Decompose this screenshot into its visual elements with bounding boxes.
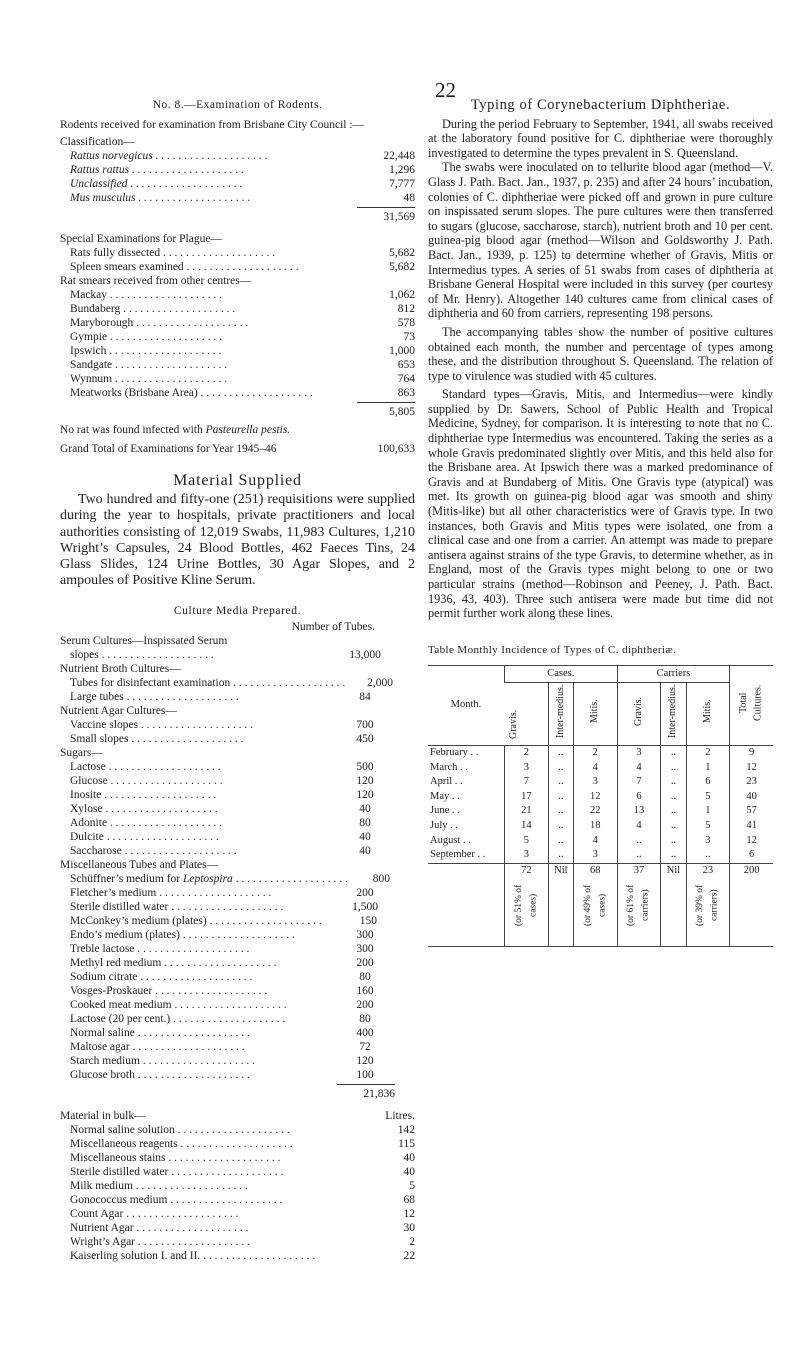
cases-inter-header: Inter-medius. <box>554 684 566 739</box>
item-label: Sterile distilled water . . . . . . . . . . . . . . . . . . . . <box>70 1165 284 1178</box>
tubes-header: Number of Tubes. <box>291 620 375 633</box>
item-value: 300 <box>356 928 374 941</box>
broth-list <box>60 676 415 704</box>
table-cell: March . . <box>430 761 468 773</box>
item-label: Lactose (20 per cent.) . . . . . . . . . . . . . . . . . . . . <box>70 1012 286 1025</box>
item-label: Cooked meat medium . . . . . . . . . . . . . . . . . . . . <box>70 998 287 1011</box>
carriers-header: Carriers <box>617 666 730 683</box>
item-value: 100 <box>356 1068 374 1081</box>
item-value: 450 <box>356 732 374 745</box>
item-value: 40 <box>359 802 371 815</box>
item-label: Treble lactose . . . . . . . . . . . . . . . . . . . . <box>70 942 250 955</box>
carriers-mitis-header: Mitis. <box>701 699 713 724</box>
table-cell: February . . <box>430 746 479 758</box>
item-value: 48 <box>403 192 415 204</box>
table-cell: 12 <box>730 834 773 849</box>
list-item <box>60 830 415 844</box>
smears-label: Rat smears received from other centres— <box>60 275 252 287</box>
item-label: Tubes for disinfectant examination . . . . . . . . . . . . . . . . . . . . <box>70 676 346 689</box>
list-item <box>60 718 415 732</box>
list-item <box>60 358 415 372</box>
list-item <box>60 1137 415 1151</box>
list-item <box>60 788 415 802</box>
percent-note: (or 61% of carriers) <box>626 884 652 926</box>
item-value: 120 <box>356 788 374 801</box>
table-cell: .. <box>661 804 686 819</box>
list-item <box>60 1068 415 1082</box>
table-cell: .. <box>661 775 686 790</box>
centres-total: 5,805 <box>357 402 415 419</box>
table-cell: 41 <box>730 819 773 834</box>
agar-list <box>60 718 415 746</box>
total-cell: 72 (or 51% of cases) <box>505 863 549 946</box>
total-cell: 37 (or 61% of carriers) <box>617 863 661 946</box>
table-cell: .. <box>548 804 573 819</box>
percent-note: (or 51% of cases) <box>513 884 539 926</box>
table-cell: .. <box>617 848 661 863</box>
item-value: 1,296 <box>389 164 415 176</box>
item-value: 653 <box>397 359 415 371</box>
list-item <box>60 344 415 358</box>
total-col-header: Total Cultures. <box>730 666 773 746</box>
list-item <box>60 1207 415 1221</box>
table-cell: .. <box>661 790 686 805</box>
table-row <box>428 745 773 760</box>
serum-label: Serum Cultures—Inspissated Serum <box>60 634 228 647</box>
table-row <box>428 790 773 805</box>
list-item <box>60 1123 415 1137</box>
incidence-table <box>428 665 773 946</box>
table-cell: 6 <box>686 775 730 790</box>
item-value: 150 <box>359 914 377 927</box>
list-item <box>60 690 415 704</box>
table-cell: 3 <box>617 745 661 760</box>
item-value: 40 <box>403 1151 415 1164</box>
table-cell: 7 <box>617 775 661 790</box>
item-value: 1,000 <box>389 345 415 357</box>
item-label: Milk medium . . . . . . . . . . . . . . . . . . . . <box>70 1179 248 1192</box>
cases-header: Cases. <box>505 666 618 683</box>
item-value: 863 <box>397 387 415 399</box>
list-item <box>60 942 415 956</box>
item-label: Small slopes . . . . . . . . . . . . . . . . . . . . <box>70 732 244 745</box>
item-label: Fletcher’s medium . . . . . . . . . . . . . . . . . . . . <box>70 886 272 899</box>
item-label: Gonococcus medium . . . . . . . . . . . . . . . . . . . . <box>70 1193 283 1206</box>
list-item <box>60 1165 415 1179</box>
month-header: Month. <box>428 666 505 746</box>
grand-total-label: Grand Total of Examinations for Year 1945–46 <box>60 443 277 455</box>
typing-p3: The accompanying tables show the number of positive cultures obtained each month, the number and percentage of types among these, and the distribution throughout S. Queensland. The relation of type to virulence was studied with 45 cultures. <box>428 324 773 383</box>
item-value: 1,062 <box>389 289 415 301</box>
list-item <box>60 1221 415 1235</box>
list-item <box>60 246 415 260</box>
item-value: 200 <box>356 886 374 899</box>
list-item <box>60 886 415 900</box>
item-value: 2,000 <box>367 676 394 689</box>
special-exam-list <box>60 246 415 274</box>
item-label: Bundaberg . . . . . . . . . . . . . . . . . . . . <box>70 303 236 315</box>
list-item <box>60 288 415 302</box>
table-cell: 13 <box>617 804 661 819</box>
item-label: Endo’s medium (plates) . . . . . . . . . . . . . . . . . . . . <box>70 928 295 941</box>
list-item <box>60 163 415 177</box>
list-item <box>60 914 415 928</box>
sugars-label: Sugars— <box>60 746 103 759</box>
table-cell: .. <box>548 819 573 834</box>
item-label: Wright’s Agar . . . . . . . . . . . . . . . . . . . . <box>70 1235 251 1248</box>
item-value: 80 <box>359 970 371 983</box>
list-item <box>60 316 415 330</box>
culture-media-title: Culture Media Prepared. <box>173 604 302 617</box>
grand-total-value: 100,633 <box>377 443 415 455</box>
page-number: 22 <box>435 78 456 102</box>
table-row <box>428 848 773 863</box>
table-cell: 22 <box>573 804 617 819</box>
table-row <box>428 834 773 849</box>
total-cell: 200 <box>730 863 773 946</box>
list-item <box>60 177 415 191</box>
item-value: 84 <box>359 690 371 703</box>
table-cell: 12 <box>730 761 773 776</box>
list-item <box>60 676 415 690</box>
table-caption: Table Monthly Incidence of Types of C. diphtheriæ. <box>428 643 677 656</box>
item-value: 764 <box>397 373 415 385</box>
item-label: Mackay . . . . . . . . . . . . . . . . . . . . <box>70 289 223 301</box>
left-column <box>60 98 415 1263</box>
list-item <box>60 191 415 205</box>
item-label: Normal saline solution . . . . . . . . . . . . . . . . . . . . <box>70 1123 290 1136</box>
table-cell: 23 <box>730 775 773 790</box>
table-cell: 1 <box>686 761 730 776</box>
item-label: Saccharose . . . . . . . . . . . . . . . . . . . . <box>70 844 237 857</box>
item-label: Rattus norvegicus . . . . . . . . . . . . . . . . . . . . <box>70 150 268 162</box>
table-row <box>428 804 773 819</box>
item-label: Vosges-Proskauer . . . . . . . . . . . . . . . . . . . . <box>70 984 268 997</box>
list-item <box>60 732 415 746</box>
table-cell: 5 <box>686 819 730 834</box>
item-value: 120 <box>356 774 374 787</box>
item-value: 12 <box>403 1207 415 1220</box>
list-item <box>60 998 415 1012</box>
table-cell: 4 <box>573 834 617 849</box>
media-total: 21,836 <box>337 1084 395 1101</box>
special-label: Special Examinations for Plague— <box>60 233 222 245</box>
table-cell: .. <box>661 745 686 760</box>
table-row <box>428 819 773 834</box>
table-cell: 4 <box>617 819 661 834</box>
table-cell: .. <box>661 761 686 776</box>
table-cell: 18 <box>573 819 617 834</box>
list-item <box>60 844 415 858</box>
table-cell: .. <box>548 848 573 863</box>
table-cell: 12 <box>573 790 617 805</box>
list-item <box>60 260 415 274</box>
list-item <box>60 330 415 344</box>
table-cell: .. <box>686 848 730 863</box>
table-cell: .. <box>548 761 573 776</box>
table-cell: .. <box>548 790 573 805</box>
item-label: Wynnum . . . . . . . . . . . . . . . . . . . . <box>70 373 228 385</box>
table-row <box>428 761 773 776</box>
list-item <box>60 1235 415 1249</box>
list-item <box>60 970 415 984</box>
list-item <box>60 1026 415 1040</box>
item-value: 5,682 <box>389 247 415 259</box>
item-label: Schüffner’s medium for Leptospira . . . . . . . . . . . . . . . . . . . . <box>70 872 348 885</box>
item-label: Adonite . . . . . . . . . . . . . . . . . . . . <box>70 816 223 829</box>
item-value: 500 <box>356 760 374 773</box>
item-value: 5,682 <box>389 261 415 273</box>
item-value: 300 <box>356 942 374 955</box>
item-label: Sandgate . . . . . . . . . . . . . . . . . . . . <box>70 359 228 371</box>
table-cell: 9 <box>730 745 773 760</box>
table-cell: 2 <box>505 745 549 760</box>
total-cell: 68 (or 49% of cases) <box>573 863 617 946</box>
cases-mitis-header: Mitis. <box>588 699 600 724</box>
table-cell: 3 <box>505 848 549 863</box>
item-label: Inosite . . . . . . . . . . . . . . . . . . . . <box>70 788 217 801</box>
item-value: 22,448 <box>383 150 415 162</box>
totals-row <box>428 863 773 946</box>
list-item <box>60 872 415 886</box>
item-value: 200 <box>356 956 374 969</box>
item-label: Methyl red medium . . . . . . . . . . . . . . . . . . . . <box>70 956 277 969</box>
percent-note: (or 49% of cases) <box>582 884 608 926</box>
item-label: Vaccine slopes . . . . . . . . . . . . . . . . . . . . <box>70 718 254 731</box>
typing-p4: Standard types—Gravis, Mitis, and Intermedius—were kindly supplied by Dr. Sawers, School of Public Health and Tropical Medicine, Sydney, for comparison. It is interesting to note that no C. diphtheriae type Intermedius was encountered. Taking the series as a whole Gravis predominated slightly over Mitis, and this held also for the Brisbane area. At Ipswich there was a marked predominance of Gravis and at Bundaberg of Mitis. One Gravis type (atypical) was met. Its growth on guinea-pig blood agar was smooth and shiny (Mitis-like) but all other characteristics were of Gravis type. In two instances, both Gravis and Mitis types were isolated, one from a clinical case and one from a carrier. An attempt was made to prepare antisera against strains of the type Gravis, to determine whether, as in England, most of the Gravis types might belong to one or two particular strains (method—Robinson and Peeney, J. Path. Bact. 1936, 43, 403). Three such antisera were made but time did not permit further work along these lines. <box>428 387 773 621</box>
table-cell: 5 <box>505 834 549 849</box>
right-column <box>428 98 773 947</box>
item-value: 400 <box>356 1026 374 1039</box>
table-cell: 6 <box>617 790 661 805</box>
total-cell: Nil <box>548 863 573 946</box>
list-item <box>60 760 415 774</box>
item-label: Mus musculus . . . . . . . . . . . . . . . . . . . . <box>70 192 251 204</box>
table-cell: .. <box>661 819 686 834</box>
item-value: 7,777 <box>389 178 415 190</box>
item-value: 22 <box>403 1249 415 1262</box>
item-label: Maryborough . . . . . . . . . . . . . . . . . . . . <box>70 317 249 329</box>
item-label: Ipswich . . . . . . . . . . . . . . . . . . . . <box>70 345 222 357</box>
table-cell: .. <box>548 834 573 849</box>
table-cell: June . . <box>430 805 460 817</box>
table-cell: April . . <box>430 776 463 788</box>
table-cell: 4 <box>573 761 617 776</box>
item-value: 80 <box>359 1012 371 1025</box>
list-item <box>60 774 415 788</box>
item-label: Glucose . . . . . . . . . . . . . . . . . . . . <box>70 774 223 787</box>
list-item <box>60 1054 415 1068</box>
list-item <box>60 1179 415 1193</box>
item-value: 700 <box>356 718 374 731</box>
item-label: Large tubes . . . . . . . . . . . . . . . . . . . . <box>70 690 239 703</box>
bulk-header <box>60 1109 415 1123</box>
cases-gravis-header: Gravis. <box>507 710 519 740</box>
item-value: 80 <box>359 816 371 829</box>
item-label: McConkey’s medium (plates) . . . . . . . . . . . . . . . . . . . . <box>70 914 322 927</box>
carriers-gravis-header: Gravis. <box>632 696 644 726</box>
centres-list <box>60 288 415 400</box>
total-cell: 23 (or 39% of carriers) <box>686 863 730 946</box>
list-item <box>60 302 415 316</box>
table-cell: 5 <box>686 790 730 805</box>
table-cell: 14 <box>505 819 549 834</box>
bulk-unit: Litres. <box>385 1109 415 1122</box>
item-value: 142 <box>397 1123 415 1136</box>
item-value: 115 <box>398 1137 415 1150</box>
table-cell: 40 <box>730 790 773 805</box>
table-cell: 6 <box>730 848 773 863</box>
bulk-list <box>60 1123 415 1263</box>
list-item <box>60 1193 415 1207</box>
item-value: 120 <box>356 1054 374 1067</box>
table-cell: 3 <box>686 834 730 849</box>
item-value: 5 <box>409 1179 415 1192</box>
serum-list <box>60 648 415 662</box>
table-cell: 3 <box>573 848 617 863</box>
table-cell: .. <box>548 775 573 790</box>
agar-label: Nutrient Agar Cultures— <box>60 704 177 717</box>
total-cell: Nil <box>661 863 686 946</box>
item-value: 40 <box>359 830 371 843</box>
list-item <box>60 648 415 662</box>
item-label: Unclassified . . . . . . . . . . . . . . . . . . . . <box>70 178 243 190</box>
material-title: Material Supplied <box>173 472 302 489</box>
item-value: 2 <box>409 1235 415 1248</box>
item-label: Starch medium . . . . . . . . . . . . . . . . . . . . <box>70 1054 255 1067</box>
item-label: slopes . . . . . . . . . . . . . . . . . . . . <box>70 648 214 661</box>
item-label: Sodium citrate . . . . . . . . . . . . . . . . . . . . <box>70 970 253 983</box>
typing-p1: During the period February to September, 1941, all swabs received at the laboratory found positive for C. diphtheriae were thoroughly investigated to determine the types prevalent in S. Queensland. <box>428 116 773 160</box>
list-item <box>60 372 415 386</box>
item-value: 68 <box>403 1193 415 1206</box>
classification-label: Classification— <box>60 136 135 148</box>
item-value: 800 <box>372 872 391 885</box>
broth-label: Nutrient Broth Cultures— <box>60 662 181 675</box>
typing-title: Typing of Corynebacterium Diphtheriae. <box>470 97 731 113</box>
grand-total-row <box>60 442 415 456</box>
item-label: Count Agar . . . . . . . . . . . . . . . . . . . . <box>70 1207 239 1220</box>
table-cell: 2 <box>573 745 617 760</box>
table-cell: 2 <box>686 745 730 760</box>
item-value: 160 <box>356 984 374 997</box>
table-cell: .. <box>548 745 573 760</box>
table-row <box>428 775 773 790</box>
table-cell: 4 <box>617 761 661 776</box>
rodents-total: 31,569 <box>357 207 415 224</box>
table-cell: 3 <box>573 775 617 790</box>
item-label: Rattus rattus . . . . . . . . . . . . . . . . . . . . <box>70 164 245 176</box>
item-label: Xylose . . . . . . . . . . . . . . . . . . . . <box>70 802 218 815</box>
item-label: Miscellaneous reagents . . . . . . . . . . . . . . . . . . . . <box>70 1137 293 1150</box>
list-item <box>60 984 415 998</box>
item-label: Maltose agar . . . . . . . . . . . . . . . . . . . . <box>70 1040 245 1053</box>
item-value: 13,000 <box>349 648 381 661</box>
item-label: Nutrient Agar . . . . . . . . . . . . . . . . . . . . <box>70 1221 249 1234</box>
table-cell: .. <box>661 848 686 863</box>
item-label: Normal saline . . . . . . . . . . . . . . . . . . . . <box>70 1026 250 1039</box>
percent-note: (or 39% of carriers) <box>695 884 720 926</box>
list-item <box>60 386 415 400</box>
sugars-list <box>60 760 415 858</box>
table-cell: .. <box>661 834 686 849</box>
item-value: 40 <box>359 844 371 857</box>
item-value: 30 <box>403 1221 415 1234</box>
list-item <box>60 1151 415 1165</box>
table-cell: May . . <box>430 790 460 802</box>
table-cell: .. <box>617 834 661 849</box>
table-cell: August . . <box>430 834 471 846</box>
item-label: Miscellaneous stains . . . . . . . . . . . . . . . . . . . . <box>70 1151 281 1164</box>
item-label: Dulcite . . . . . . . . . . . . . . . . . . . . <box>70 830 219 843</box>
item-value: 200 <box>356 998 374 1011</box>
rodent-classification-list <box>60 149 415 205</box>
total-cell <box>428 863 505 946</box>
item-value: 578 <box>397 317 415 329</box>
table-cell: 1 <box>686 804 730 819</box>
rodents-intro: Rodents received for examination from Brisbane City Council :— <box>60 119 365 131</box>
list-item <box>60 816 415 830</box>
bulk-label: Material in bulk— <box>60 1109 146 1122</box>
list-item <box>60 956 415 970</box>
no-infection-note: No rat was found infected with Pasteurella pestis. <box>60 424 291 436</box>
item-label: Rats fully dissected . . . . . . . . . . . . . . . . . . . . <box>70 247 276 259</box>
table-cell: July . . <box>430 819 459 831</box>
rodents-title: No. 8.—Examination of Rodents. <box>152 99 323 111</box>
item-label: Sterile distilled water . . . . . . . . . . . . . . . . . . . . <box>70 900 284 913</box>
list-item <box>60 1040 415 1054</box>
misc-label: Miscellaneous Tubes and Plates— <box>60 858 219 871</box>
table-cell: 57 <box>730 804 773 819</box>
item-label: Kaiserling solution I. and II. . . . . . . . . . . . . . . . . . . . . <box>70 1249 316 1262</box>
typing-p2: The swabs were inoculated on to tellurite blood agar (method—V. Glass J. Path. Bact. Jan., 1937, p. 235) and after 24 hours’ incubation, colonies of C. diphtheriae were picked off and grown in pure culture on inspissated serum slopes. The pure cultures were then transferred to sugars (glucose, saccharose, starch), nutrient broth and 10 per cent. guinea-pig blood agar (method—Wilson and Goldsworthy J. Path. Bact. Jan., 1939, p. 125) to determine whether of Gravis, Mitis or Intermedius types. A series of 51 swabs from cases of diphtheria at Brisbane General Hospital were included in this survey (per courtesy of Mr. Henry). Altogether 140 cultures came from clinical cases of diphtheria and 60 from carriers, representing 198 persons. <box>428 160 773 321</box>
list-item <box>60 149 415 163</box>
list-item <box>60 1012 415 1026</box>
table-cell: 17 <box>505 790 549 805</box>
item-value: 812 <box>397 303 415 315</box>
item-label: Spleen smears examined . . . . . . . . . . . . . . . . . . . . <box>70 261 299 273</box>
carriers-inter-header: Inter-medius. <box>667 684 679 739</box>
list-item <box>60 928 415 942</box>
material-paragraph: Two hundred and fifty-one (251) requisitions were supplied during the year to hospitals, private practitioners and local authorities consisting of 12,019 Swabs, 11,983 Cultures, 1,210 Wright’s Capsules, 24 Blood Bottles, 462 Faeces Tins, 24 Glass Slides, 124 Urine Bottles, 30 Agar Slopes, and 2 ampoules of Positive Kline Serum. <box>60 492 415 589</box>
item-label: Lactose . . . . . . . . . . . . . . . . . . . . <box>70 760 221 773</box>
item-value: 73 <box>403 331 415 343</box>
table-cell: 21 <box>505 804 549 819</box>
item-value: 1,500 <box>352 900 378 913</box>
table-cell: 7 <box>505 775 549 790</box>
table-cell: September . . <box>430 849 486 861</box>
item-label: Meatworks (Brisbane Area) . . . . . . . . . . . . . . . . . . . . <box>70 387 313 399</box>
item-label: Glucose broth . . . . . . . . . . . . . . . . . . . . <box>70 1068 250 1081</box>
item-label: Gympie . . . . . . . . . . . . . . . . . . . . <box>70 331 223 343</box>
table-cell: 3 <box>505 761 549 776</box>
misc-list <box>60 872 415 1082</box>
list-item <box>60 900 415 914</box>
item-value: 72 <box>359 1040 371 1053</box>
list-item <box>60 802 415 816</box>
list-item <box>60 1249 415 1263</box>
item-value: 40 <box>403 1165 415 1178</box>
